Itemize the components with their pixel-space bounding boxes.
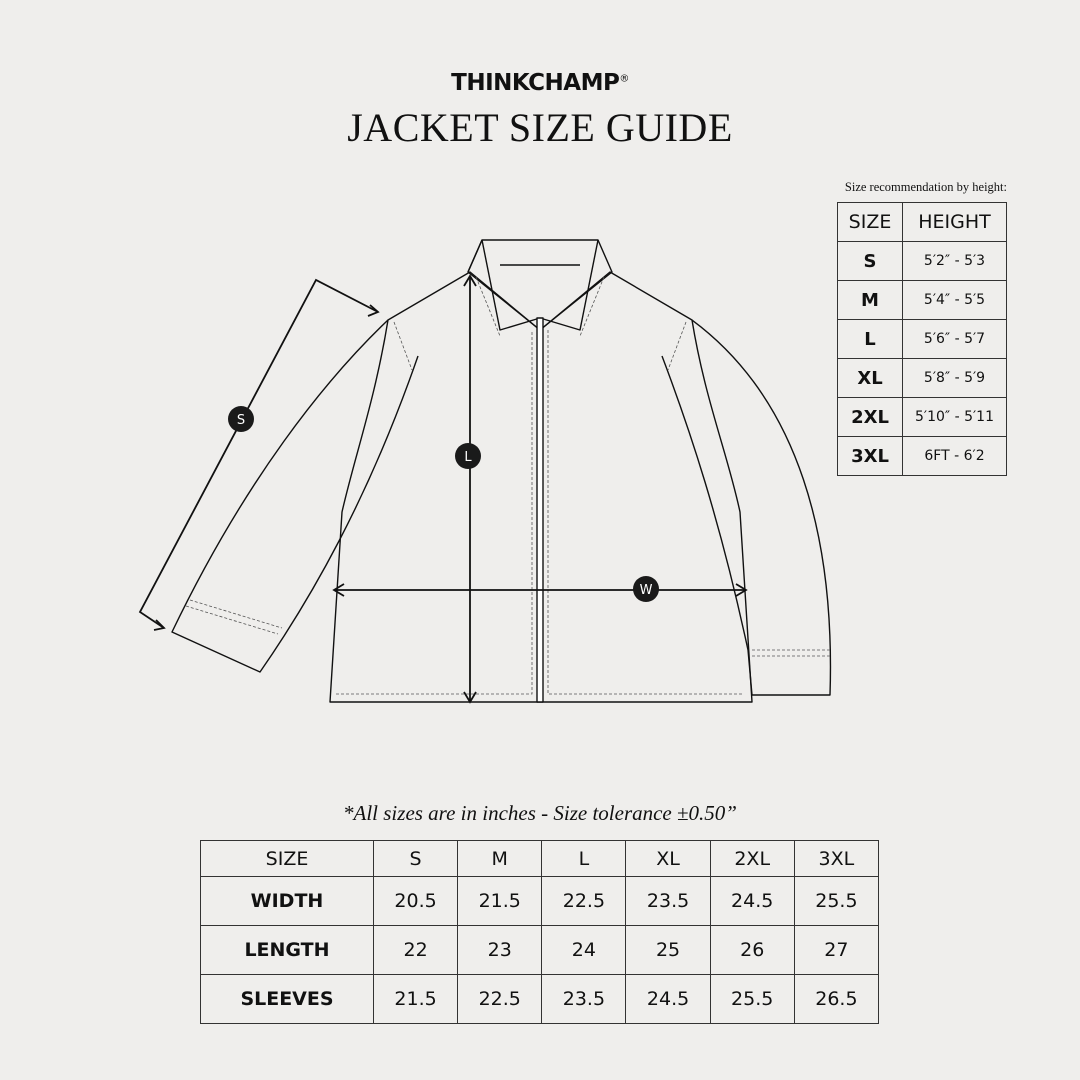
height-table-caption: Size recommendation by height: (844, 180, 1007, 194)
size-note: *All sizes are in inches - Size tolerance ±0.50” (343, 801, 737, 825)
header-2xl: 2XL (710, 841, 794, 877)
header-l: L (542, 841, 626, 877)
header-size: SIZE (201, 841, 374, 877)
collar (468, 240, 612, 330)
value-cell: 24 (542, 926, 626, 975)
left-sleeve (172, 320, 418, 672)
height-cell: 6FT - 6′2 (903, 437, 1007, 476)
sleeve-label: S (236, 413, 246, 428)
value-cell: 25.5 (794, 877, 878, 926)
length-badge (455, 443, 481, 469)
value-cell: 23 (458, 926, 542, 975)
row-label: WIDTH (201, 877, 374, 926)
value-cell: 26 (710, 926, 794, 975)
value-cell: 26.5 (794, 975, 878, 1024)
value-cell: 22.5 (542, 877, 626, 926)
value-cell: 25.5 (710, 975, 794, 1024)
width-label: W (639, 583, 653, 598)
size-cell: XL (838, 359, 903, 398)
value-cell: 21.5 (458, 877, 542, 926)
height-cell: 5′2″ - 5′3 (903, 242, 1007, 281)
page-title: JACKET SIZE GUIDE (347, 105, 733, 150)
value-cell: 27 (794, 926, 878, 975)
value-cell: 20.5 (374, 877, 458, 926)
value-cell: 23.5 (542, 975, 626, 1024)
registered-mark: ® (619, 73, 629, 85)
height-cell: 5′6″ - 5′7 (903, 320, 1007, 359)
brand-name: THINKCHAMP (451, 70, 620, 96)
row-label: SLEEVES (201, 975, 374, 1024)
right-sleeve (662, 320, 830, 695)
sleeve-measure-line (140, 280, 378, 628)
measurements-header (201, 841, 879, 877)
value-cell: 24.5 (626, 975, 710, 1024)
height-cell: 5′8″ - 5′9 (903, 359, 1007, 398)
value-cell: 25 (626, 926, 710, 975)
value-cell: 24.5 (710, 877, 794, 926)
value-cell: 21.5 (374, 975, 458, 1024)
zipper (537, 318, 543, 702)
table-row (201, 877, 879, 926)
sleeve-badge (228, 406, 254, 432)
header-s: S (374, 841, 458, 877)
header-xl: XL (626, 841, 710, 877)
size-cell: 3XL (838, 437, 903, 476)
measurements-table (200, 840, 879, 1024)
value-cell: 22 (374, 926, 458, 975)
value-cell: 22.5 (458, 975, 542, 1024)
size-cell: S (838, 242, 903, 281)
height-cell: 5′4″ - 5′5 (903, 281, 1007, 320)
length-label: L (464, 450, 472, 465)
table-row (201, 926, 879, 975)
size-cell: L (838, 320, 903, 359)
table-row (201, 975, 879, 1024)
size-cell: M (838, 281, 903, 320)
size-cell: 2XL (838, 398, 903, 437)
row-label: LENGTH (201, 926, 374, 975)
value-cell: 23.5 (626, 877, 710, 926)
header-3xl: 3XL (794, 841, 878, 877)
width-badge (633, 576, 659, 602)
height-header-size: SIZE (838, 203, 903, 242)
header-m: M (458, 841, 542, 877)
height-header-height: HEIGHT (903, 203, 1007, 242)
height-cell: 5′10″ - 5′11 (903, 398, 1007, 437)
